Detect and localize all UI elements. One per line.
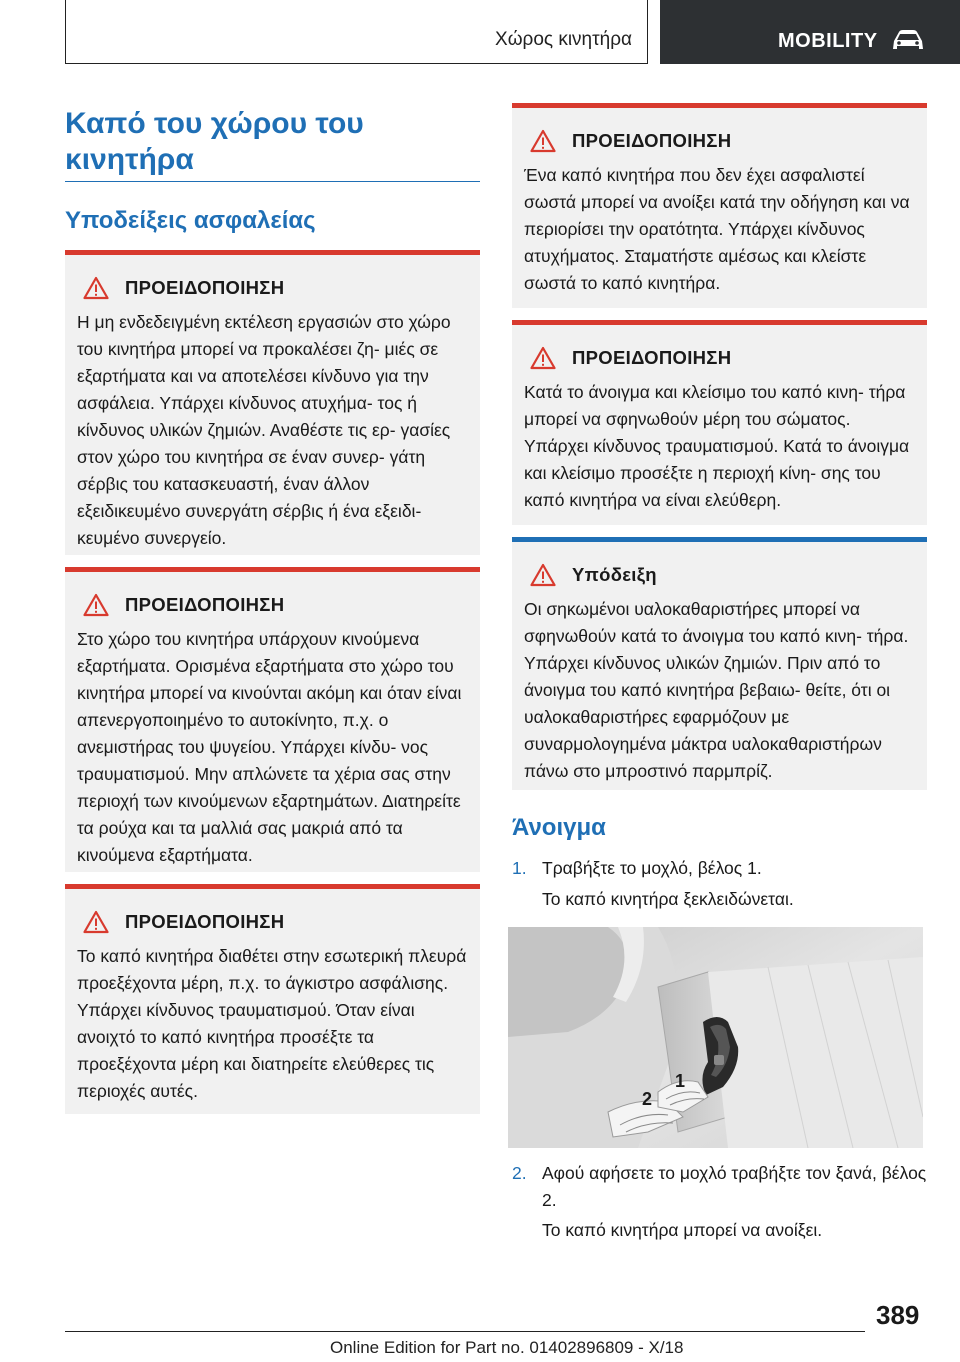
- note-text: Οι σηκωμένοι υαλοκαθαριστήρες μπορεί να σφηνωθούν κατά το άνοιγμα του καπό κινη- τήρα. Υπάρχει κίνδυνος υλικών ζημιών. Πριν από το άνοιγμα του καπό κινητήρα βεβαιω- θείτε, ότι οι υαλοκαθαριστήρες εφαρμόζουν με συναρμολογημένα μάκτρα υαλοκαθαριστήρων πάνω στο μπροστινό παρμπρίζ.: [524, 599, 909, 781]
- note-label: Υπόδειξη: [572, 564, 657, 585]
- warning-label: ΠΡΟΕΙΔΟΠΟΙΗΣΗ: [572, 130, 732, 151]
- step-result-text: Το καπό κινητήρα ξεκλειδώνεται.: [542, 889, 794, 909]
- opening-heading: Άνοιγμα: [512, 814, 606, 841]
- warning-triangle-icon: [83, 276, 109, 300]
- note-header: [530, 560, 915, 590]
- page-title: Καπό του χώρου του κινητήρα: [65, 107, 364, 176]
- step-number: 1.: [512, 858, 527, 878]
- warning-label: ΠΡΟΕΙΔΟΠΟΙΗΣΗ: [125, 277, 285, 298]
- warning-text: Στο χώρο του κινητήρα υπάρχουν κινούμενα εξαρτήματα. Ορισμένα εξαρτήματα στο χώρο του κινητήρα μπορεί να κινούνται ακόμη και όταν είναι απενεργοποιημένο το αυτοκίνητο, π.χ. ο ανεμιστήρας του ψυγείου. Υπάρχει κίνδυ- νος τραυματισμού. Μην απλώνετε τα χέρια σας στην περιοχή των κινούμενων εξαρτημάτων. Διατηρείτε τα ρούχα και τα μαλλιά σας μακριά από τα κινούμενα εξαρτήματα.: [77, 629, 462, 865]
- car-icon: [890, 27, 926, 53]
- title-divider: [65, 181, 480, 182]
- warning-box: [65, 250, 480, 555]
- warning-label: ΠΡΟΕΙΔΟΠΟΙΗΣΗ: [125, 594, 285, 615]
- warning-triangle-icon: [83, 910, 109, 934]
- warning-label: ΠΡΟΕΙΔΟΠΟΙΗΣΗ: [572, 347, 732, 368]
- warning-text: Κατά το άνοιγμα και κλείσιμο του καπό κινη- τήρα μπορεί να σφηνωθούν μέρη του σώματος. Υπάρχει κίνδυνος τραυματισμού. Κατά το άνοιγμα και κλείσιμο προσέξτε η περιοχή κίνη- σης του καπό κινητήρα να είναι ελεύθερη.: [524, 382, 910, 510]
- warning-text: Το καπό κινητήρα διαθέτει στην εσωτερική πλευρά προεξέχοντα μέρη, π.χ. το άγκιστρο ασφάλισης. Υπάρχει κίνδυνος τραυματισμού. Όταν είναι ανοιχτό το καπό κινητήρα προσέξτε τα προεξέχοντα μέρη και διατηρείτε ελεύθερες τις περιοχές αυτές.: [77, 946, 467, 1101]
- category-label: MOBILITY: [778, 30, 878, 52]
- step-text: Αφού αφήσετε το μοχλό τραβήξτε τον ξανά, βέλος 2.: [542, 1163, 927, 1210]
- warning-triangle-icon: [83, 593, 109, 617]
- warning-header: [83, 590, 468, 620]
- header-section-box: [65, 0, 648, 64]
- warning-header: [83, 273, 468, 303]
- arrow-label-2: 2: [642, 1089, 653, 1109]
- step-result-text: Το καπό κινητήρα μπορεί να ανοίξει.: [542, 1220, 823, 1240]
- step-number: 2.: [512, 1163, 527, 1183]
- page-number: 389: [876, 1300, 920, 1330]
- warning-label: ΠΡΟΕΙΔΟΠΟΙΗΣΗ: [125, 911, 285, 932]
- note-box: [512, 537, 927, 790]
- step-text: Τραβήξτε το μοχλό, βέλος 1.: [542, 858, 762, 878]
- footer-divider: [65, 1331, 865, 1332]
- warning-header: [530, 343, 915, 373]
- section-title: Χώρος κινητήρα: [495, 29, 632, 50]
- warning-box: [512, 320, 927, 525]
- hood-release-lever-photo: [508, 927, 923, 1148]
- warning-triangle-icon: [530, 563, 556, 587]
- warning-header: [530, 126, 915, 156]
- warning-box: [65, 567, 480, 872]
- warning-header: [83, 907, 468, 937]
- warning-triangle-icon: [530, 346, 556, 370]
- header-category-box: [660, 0, 960, 64]
- warning-text: Ένα καπό κινητήρα που δεν έχει ασφαλιστεί σωστά μπορεί να ανοίξει κατά την οδήγηση και να περιορίσει την ορατότητα. Υπάρχει κίνδυνος ατυχήματος. Σταματήστε αμέσως και κλείστε σωστά το καπό κινητήρα.: [524, 165, 910, 293]
- section-subtitle: Υποδείξεις ασφαλείας: [65, 207, 316, 234]
- arrow-label-1: 1: [675, 1071, 686, 1091]
- warning-text: Η μη ενδεδειγμένη εκτέλεση εργασιών στο χώρο του κινητήρα μπορεί να προκαλέσει ζη- μιές σε εξαρτήματα και να αποτελέσει κίνδυνο για την ασφάλεια. Υπάρχει κίνδυνος ατυχήμα- τος ή κίνδυνος υλικών ζημιών. Αναθέστε τις ερ- γασίες στον χώρο του κινητήρα σε έναν συνερ- γάτη σέρβις του κατασκευαστή, έναν άλλον εξειδικευμένο συνεργάτη σέρβις ή ένα εξειδι- κευμένο συνεργείο.: [77, 312, 451, 548]
- warning-triangle-icon: [530, 129, 556, 153]
- warning-box: [512, 103, 927, 308]
- footer-edition-text: Online Edition for Part no. 01402896809 - X/18: [330, 1338, 684, 1357]
- warning-box: [65, 884, 480, 1114]
